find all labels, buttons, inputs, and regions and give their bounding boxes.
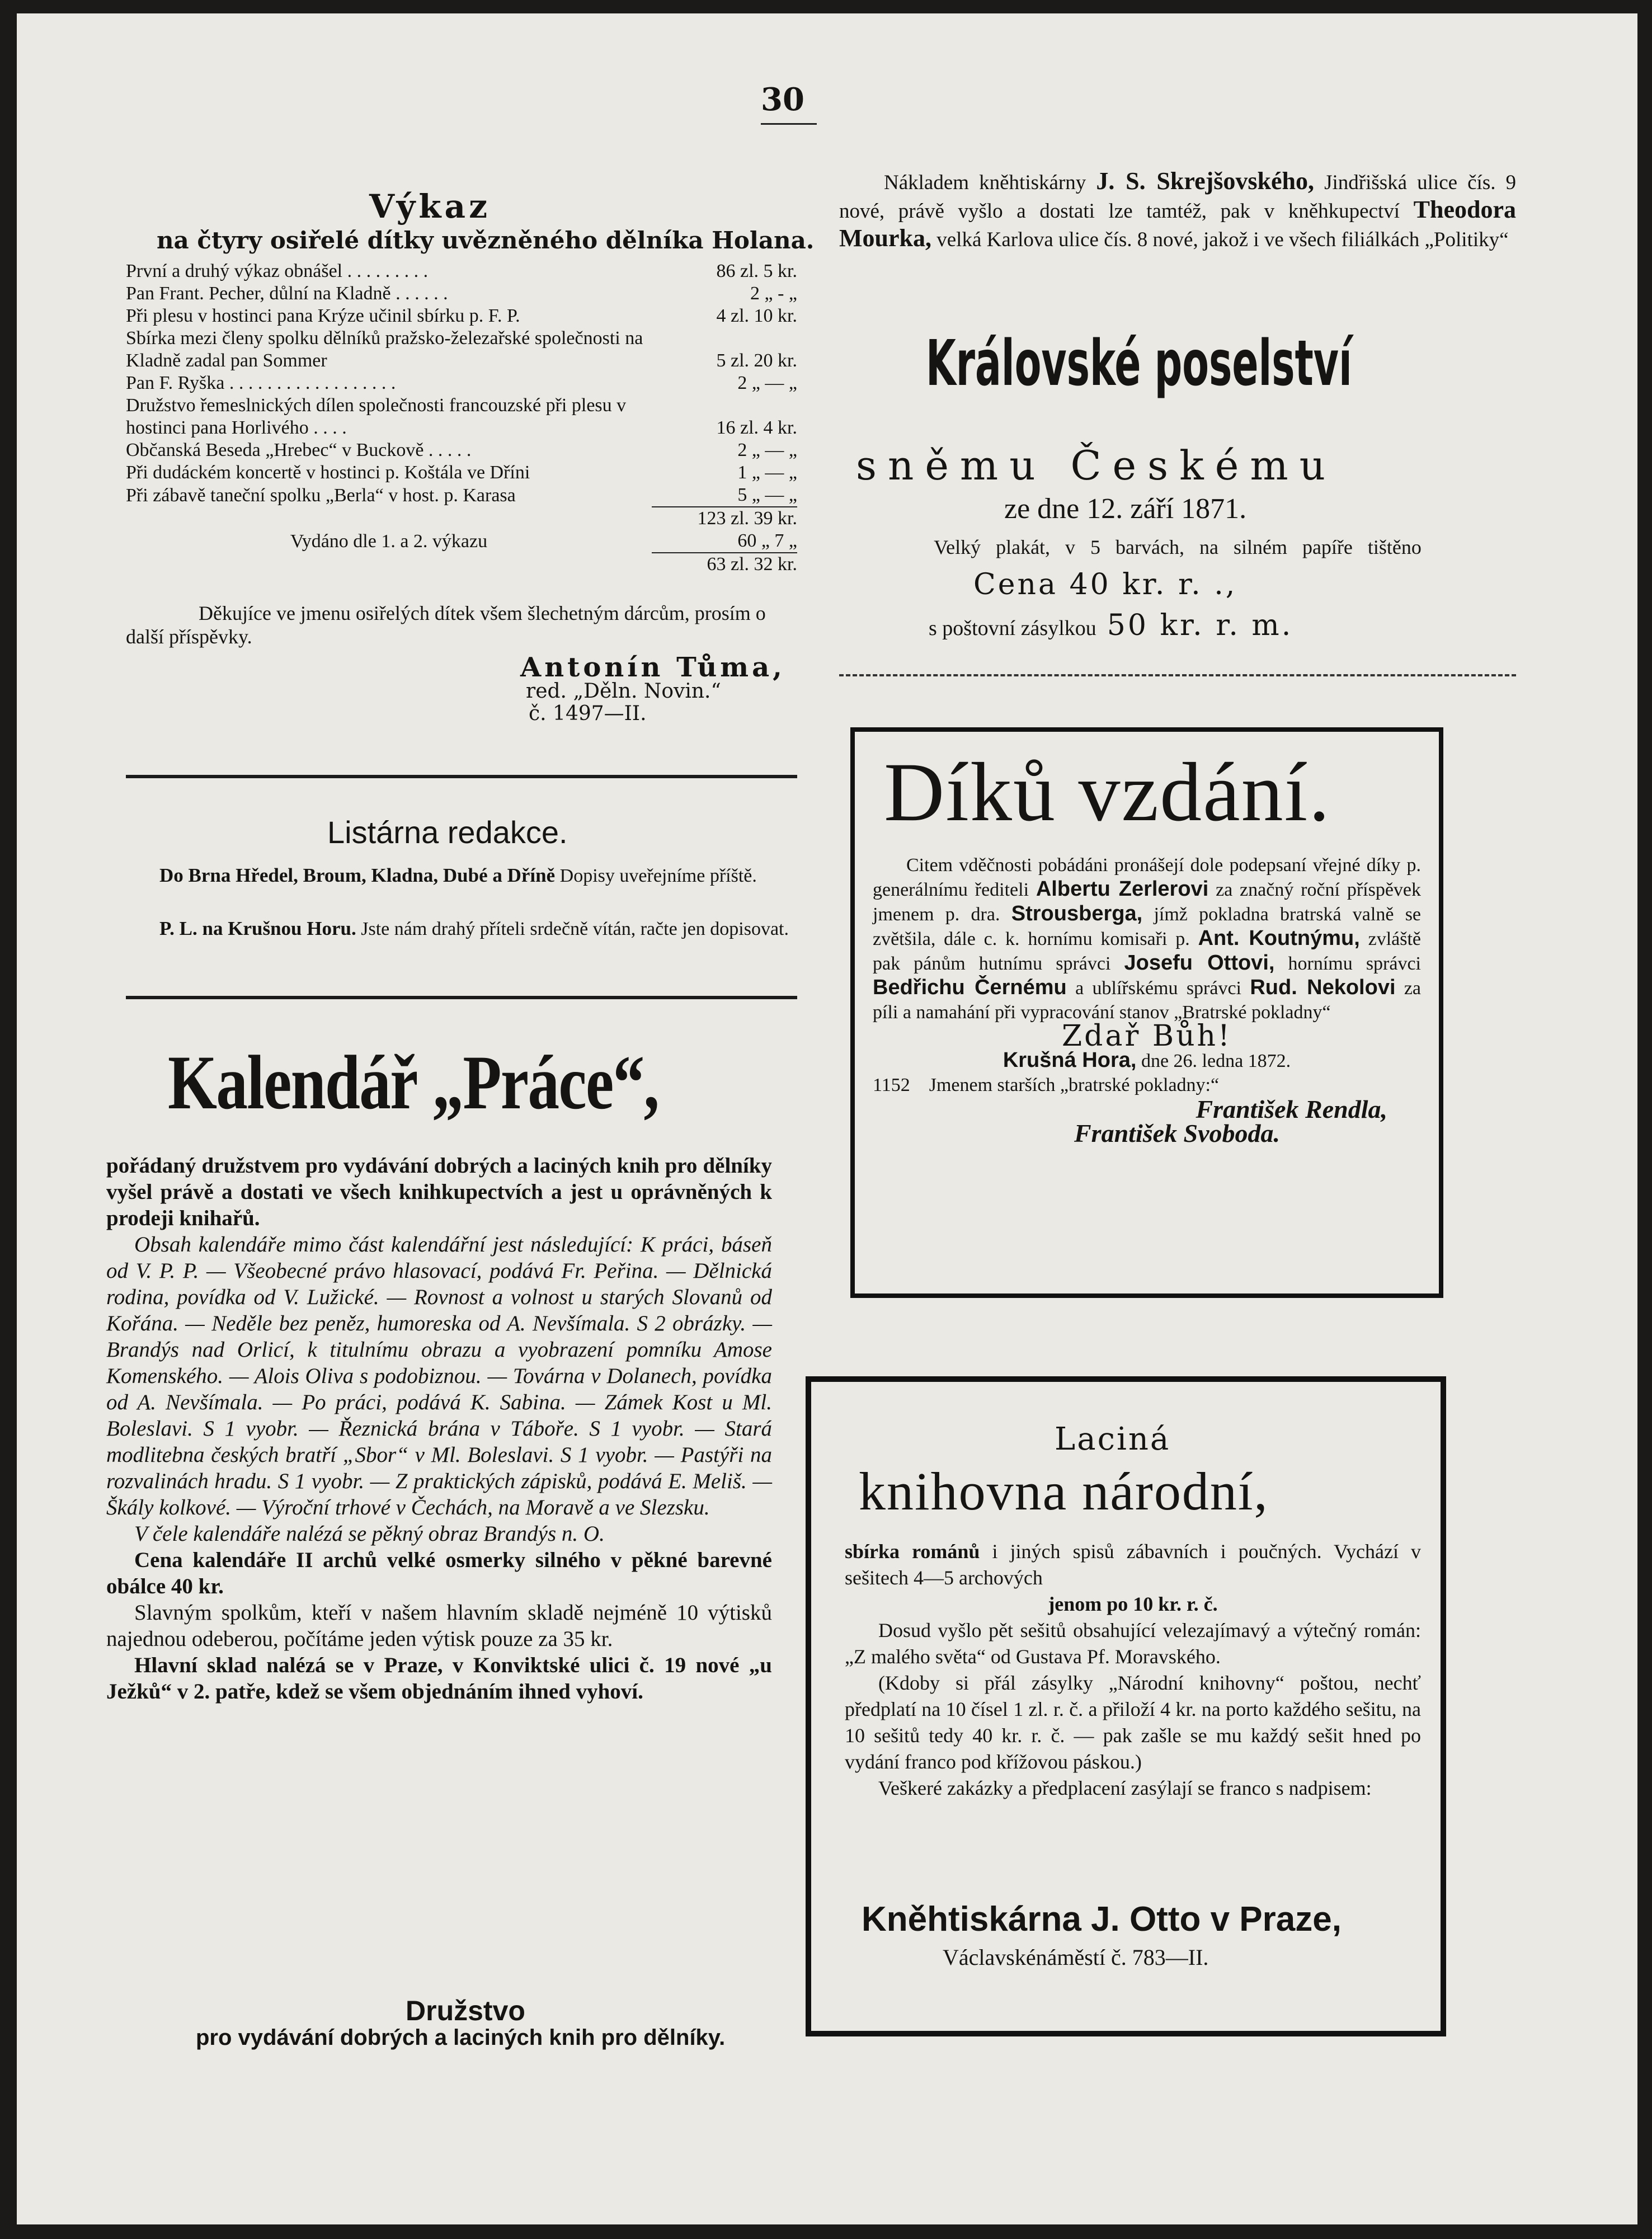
vykaz-row (126, 394, 797, 439)
lacina-price: jenom po 10 kr. r. č. (1048, 1593, 1218, 1615)
vykaz-title: Výkaz (369, 187, 491, 225)
naklad-text: velká Karlova ulice čís. 8 nové, jakož i ve všech filiálkách „Politiky“ (936, 228, 1509, 251)
vykaz-row (126, 327, 797, 372)
vykaz-row-label: Při plesu v hostinci pana Krýze učinil sbírku p. F. P. (126, 305, 520, 326)
diku-name: Josefu Ottovi, (1124, 951, 1275, 975)
lacina-highlight: sbírka románů (845, 1540, 980, 1563)
scan-border-top (0, 0, 1652, 13)
vykaz-row (126, 283, 797, 305)
diku-name: Albertu Zerlerovi (1036, 877, 1209, 901)
section-divider (126, 775, 797, 778)
vykaz-row-label: Družstvo řemeslnických dílen společnosti francouzské při plesu v hostinci pana Horlivého . . . . (126, 395, 627, 438)
vykaz-row-amount: 4 zl. 10 kr. (716, 305, 797, 326)
dashed-divider (839, 674, 1516, 676)
vykaz-row-amount: 2 „ - „ (750, 283, 797, 304)
kralovske-price: Cena 40 kr. r. ., (973, 568, 1237, 601)
kalendar-paragraph: Slavným spolkům, kteří v našem hlavním skladě nejméně 10 výtisků najednou odeberou, počítáme jeden výtisk pouze za 35 kr. (106, 1601, 772, 1651)
naklad-text: Jindřišská ulice čís. 9 nové, právě vyšlo a dostati lze tamtéž, pak v kněhkupectví (839, 171, 1517, 223)
vykaz-row-amount: 1 „ — „ (737, 462, 797, 483)
vykaz-row-amount: 5 „ — „ (737, 485, 797, 505)
vykaz-row-amount: 16 zl. 4 kr. (716, 417, 797, 438)
listarna-item-recipient: Do Brna Hředel, Broum, Kladna, Dubé a Dříně (159, 864, 556, 886)
diku-text: zvláště pak pánům hutnímu správci (873, 929, 1422, 974)
diku-date: dne 26. ledna 1872. (1141, 1051, 1291, 1071)
vykaz-row-label: Při zábavě taneční spolku „Berla“ v host. p. Karasa (126, 485, 516, 506)
diku-on-behalf (873, 1073, 1421, 1097)
diku-title: Díků vzdání. (884, 746, 1331, 839)
vykaz-row-label: První a druhý výkaz obnášel . . . . . . . . . (126, 261, 429, 281)
naklad-notice (839, 168, 1516, 253)
scan-border-right (1637, 0, 1652, 2239)
diku-number: 1152 (873, 1075, 910, 1095)
diku-text: za píli a namahání při vypracování stanov „Bratrské pokladny“ (873, 978, 1422, 1023)
vykaz-row-label: Sbírka mezi členy spolku dělníků pražsko-železařské společnosti na Kladně zadal pan Sommer (126, 328, 643, 371)
lacina-title: Laciná (1055, 1421, 1171, 1457)
diku-name: Strousberga, (1011, 902, 1143, 925)
diku-text: a ublířskému správci (1075, 978, 1241, 999)
vykaz-subtitle: na čtyry osiřelé dítky uvězněného dělníka Holana. (157, 227, 815, 254)
signature-role: red. „Děln. Novin.“ (526, 680, 721, 703)
vykaz-total: 123 zl. 39 kr. (652, 507, 797, 530)
kralovske-title: Královské poselství (926, 327, 1352, 400)
kalendar-paragraph: Hlavní sklad nalézá se v Praze, v Konviktské ulici č. 19 nové „u Ježků“ v 2. patře, kdež se všem objednáním ihned vyhoví. (106, 1653, 772, 1704)
lacina-body (845, 1539, 1421, 1801)
diku-name: Ant. Koutnýmu, (1198, 926, 1360, 950)
listarna-item-recipient: P. L. na Krušnou Horu. (159, 918, 356, 939)
kalendar-title: Kalendář „Práce“, (168, 1039, 659, 1125)
lacina-subtitle: knihovna národní, (859, 1461, 1269, 1521)
kralovske-postal-price: 50 kr. r. m. (1107, 609, 1293, 642)
vykaz-table (126, 260, 797, 576)
diku-text: za značný roční příspěvek jmenem p. dra. (873, 879, 1421, 925)
vykaz-issued-row (126, 530, 797, 553)
page-number-rule (761, 123, 817, 125)
vykaz-row (126, 372, 797, 394)
naklad-publisher: J. S. Skrejšovského, (1096, 167, 1315, 195)
vykaz-issued-label: Vydáno dle 1. a 2. výkazu (290, 531, 488, 552)
lacina-paragraph: Veškeré zakázky a předplacení zasýlají se franco s nadpisem: (878, 1777, 1372, 1799)
naklad-bookseller: Theodora Mourka, (839, 196, 1517, 252)
diku-name: Bedřichu Černému (873, 976, 1067, 999)
vykaz-row (126, 260, 797, 283)
kalendar-paragraph: V čele kalendáře nalézá se pěkný obraz Brandýs n. O. (134, 1522, 605, 1546)
diku-signature: František Svoboda. (1074, 1119, 1281, 1147)
section-divider (126, 996, 797, 999)
vykaz-row (126, 484, 797, 507)
vykaz-row-amount: 2 „ — „ (737, 440, 797, 460)
vykaz-thanks: Děkujíce ve jmenu osiřelých dítek všem šlechetným dárcům, prosím o další příspěvky. (126, 602, 766, 648)
lacina-address: Václavskénáměstí č. 783—II. (943, 1945, 1209, 1970)
kralovske-description: Velký plakát, v 5 barvách, na silném papíře tištěno (934, 536, 1422, 558)
diku-text: hornímu správci (1288, 953, 1422, 974)
kralovske-postal (929, 609, 1293, 642)
vykaz-row (126, 462, 797, 484)
diku-body (873, 853, 1421, 1145)
vykaz-row (126, 439, 797, 462)
lacina-paragraph: Dosud vyšlo pět sešitů obsahující velezajímavý a výtečný román: „Z malého světa“ od Gustava Pf. Moravského. (845, 1619, 1421, 1668)
vykaz-row-label: Pan Frant. Pecher, důlní na Kladně . . . . . . (126, 283, 448, 304)
scan-border-left (0, 0, 17, 2239)
vykaz-remaining: 63 zl. 32 kr. (652, 553, 797, 576)
listarna-item (126, 918, 797, 940)
vykaz-row-label: Pan F. Ryška . . . . . . . . . . . . . . . . . . (126, 373, 396, 393)
vykaz-row (126, 305, 797, 327)
vykaz-remaining-row (126, 553, 797, 576)
vykaz-total-row (126, 507, 797, 530)
kralovske-subtitle: sněmu Českému (856, 442, 1336, 489)
kalendar-body (106, 1153, 772, 1705)
diku-text: jímž pokladna bratrská valně se zvětšila, dále c. k. hornímu komisaři p. (873, 904, 1422, 949)
scan-border-bottom (0, 2224, 1652, 2239)
kalendar-publisher: Družstvo (406, 1995, 525, 2026)
diku-paragraph (873, 853, 1421, 1024)
vykaz-row-label: Občanská Beseda „Hrebec“ v Buckově . . . . . (126, 440, 472, 460)
lacina-firm: Kněhtiskárna J. Otto v Praze, (862, 1900, 1342, 1939)
kalendar-contents: Obsah kalendáře mimo část kalendářní jest následující: K práci, báseň od V. P. P. — Všeobecné právo hlasovací, podává Fr. Peřina. — Dělnická rodina, povídka od V. Lužické. — Rovnost a volnost u starých Slovanů od Kořána. — Neděle bez peněz, humoreska od A. Nevšímala. S 2 obrázky. — Brandýs nad Orlicí, k titulnímu obrazu a vyobrazení pomníku Amose Komenského. — Alois Oliva s podobiznou. — Továrna v Dolanech, povídka od A. Nevšímala. — Po práci, podává K. Sabina. — Zámek Kost u Ml. Boleslavi. S 1 vyobr. — Řeznická brána v Táboře. S 1 vyobr. — Stará modlitebna českých bratří „Sbor“ v Ml. Boleslavi. S 1 vyobr. — Pastýři na rozvalinách hradu. S 1 vyobr. — Z praktických zápisků, podává E. Meliš. — Škály kolkové. — Výroční trhové v Čechách, na Moravě a ve Slezsku. (106, 1233, 772, 1520)
diku-on-behalf-text: Jmenem starších „bratrské pokladny:“ (929, 1075, 1220, 1095)
diku-signature: František Rendla, (1196, 1095, 1387, 1123)
diku-name: Rud. Nekolovi (1250, 976, 1396, 999)
kralovske-date: ze dne 12. září 1871. (1004, 493, 1247, 525)
diku-place-date (873, 1048, 1421, 1073)
naklad-text: Nákladem kněhtiskárny (884, 171, 1086, 194)
vykaz-row-label: Při dudáckém koncertě v hostinci p. Koštála ve Dříni (126, 462, 530, 483)
kralovske-postal-label: s poštovní zásylkou (929, 617, 1096, 640)
kalendar-paragraph: pořádaný družstvem pro vydávání dobrých a laciných knih pro dělníky vyšel právě a dostati ve všech knihkupectvích a jest u oprávněných k prodeji knihařů. (106, 1154, 772, 1230)
vykaz-row-amount: 86 zl. 5 kr. (716, 261, 797, 281)
vykaz-row-amount: 2 „ — „ (737, 373, 797, 393)
page-number: 30 (761, 81, 804, 118)
listarna-item-text: Jste nám drahý příteli srdečně vítán, račte jen dopisovat. (361, 919, 789, 939)
lacina-paragraph (845, 1539, 1421, 1617)
diku-text: Citem vděčnosti pobádáni pronášejí dole podepsaní vřejné díky p. generálnímu řediteli (873, 855, 1421, 900)
signature-name: Antonín Tůma, (520, 652, 785, 683)
vykaz-row-amount: 5 zl. 20 kr. (716, 350, 797, 371)
listarna-title: Listárna redakce. (327, 815, 568, 850)
diku-place: Krušná Hora, (1003, 1048, 1137, 1072)
diku-greeting: Zdař Bůh! (1062, 1019, 1232, 1053)
lacina-text: i jiných spisů zábavních i poučných. Vychází v sešitech 4—5 archových (845, 1540, 1421, 1589)
listarna-item-text: Dopisy uveřejníme příště. (559, 866, 757, 886)
signature-number: č. 1497—II. (529, 702, 647, 725)
listarna-item (126, 864, 797, 887)
kalendar-publisher-desc: pro vydávání dobrých a laciných knih pro dělníky. (196, 2025, 726, 2050)
lacina-paragraph: (Kdoby si přál zásylky „Národní knihovny“ poštou, nechť předplatí na 10 čísel 1 zl. r. č. a přiloží 4 kr. na porto každého sešitu, na 10 sešitů tedy 40 kr. r. č. — pak zašle se mu každý sešit hned po vydání franco pod křížovou páskou.) (845, 1672, 1421, 1773)
vykaz-issued: 60 „ 7 „ (737, 530, 797, 551)
kalendar-price: Cena kalendáře II archů velké osmerky silného v pěkné barevné obálce 40 kr. (106, 1548, 772, 1598)
